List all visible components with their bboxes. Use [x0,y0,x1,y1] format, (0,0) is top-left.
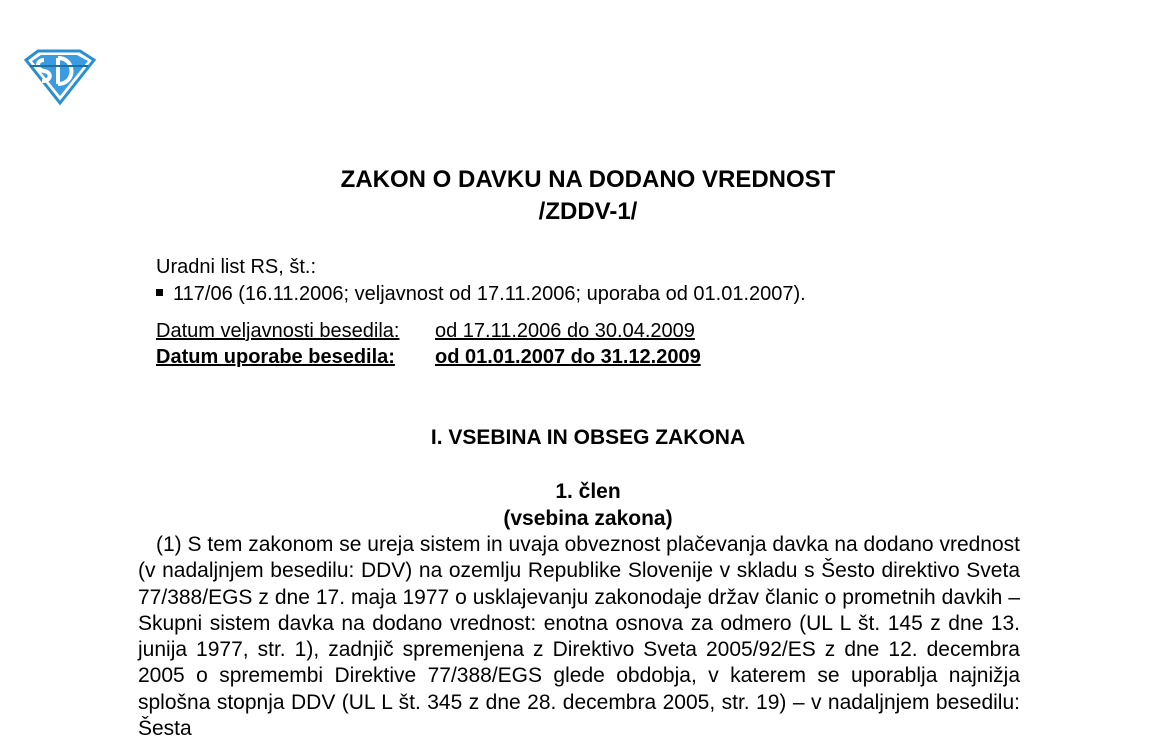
application-row [156,346,701,369]
gazette-entry [156,283,806,306]
section-heading: I. VSEBINA IN OBSEG ZAKONA [430,426,746,449]
document-title: ZAKON O DAVKU NA DODANO VREDNOST [340,166,836,193]
validity-label: Datum veljavnosti besedila: [156,320,400,342]
article-number: 1. člen [555,480,621,503]
article-subtitle: (vsebina zakona) [503,507,673,530]
validity-value: od 17.11.2006 do 30.04.2009 [435,320,695,342]
bullet-icon [156,289,163,296]
validity-row [156,320,695,343]
sd-logo-icon [22,46,96,106]
article-paragraph: (1) S tem zakonom se ureja sistem in uvaja obveznost plačevanja davka na dodano vrednost (v nadaljnjem besedilu: DDV) na ozemlju Republike Slovenije v skladu s Šesto direktivo Sveta 77/388/EGS z dne 17. maja 1977 o usklajevanju zakonodaje držav članic o prometnih davkih – Skupni sistem davka na dodano vrednost: enotna osnova za odmero (UL L št. 145 z dne 13. junija 1977, str. 1), zadnjič spremenjena z Direktivo Sveta 2005/92/ES z dne 12. decembra 2005 o spremembi Direktive 77/388/EGS glede obdobja, v katerem se uporablja najnižja splošna stopnja DDV (UL L št. 345 z dne 28. decembra 2005, str. 19) – v nadaljnjem besedilu: Šesta [138,533,1020,741]
application-label: Datum uporabe besedila: [156,346,395,368]
application-value: od 01.01.2007 do 31.12.2009 [435,346,701,368]
gazette-label: Uradni list RS, št.: [156,256,317,278]
gazette-entry-text: 117/06 (16.11.2006; veljavnost od 17.11.2006; uporaba od 01.01.2007). [173,283,806,305]
document-abbreviation: /ZDDV-1/ [538,198,638,225]
